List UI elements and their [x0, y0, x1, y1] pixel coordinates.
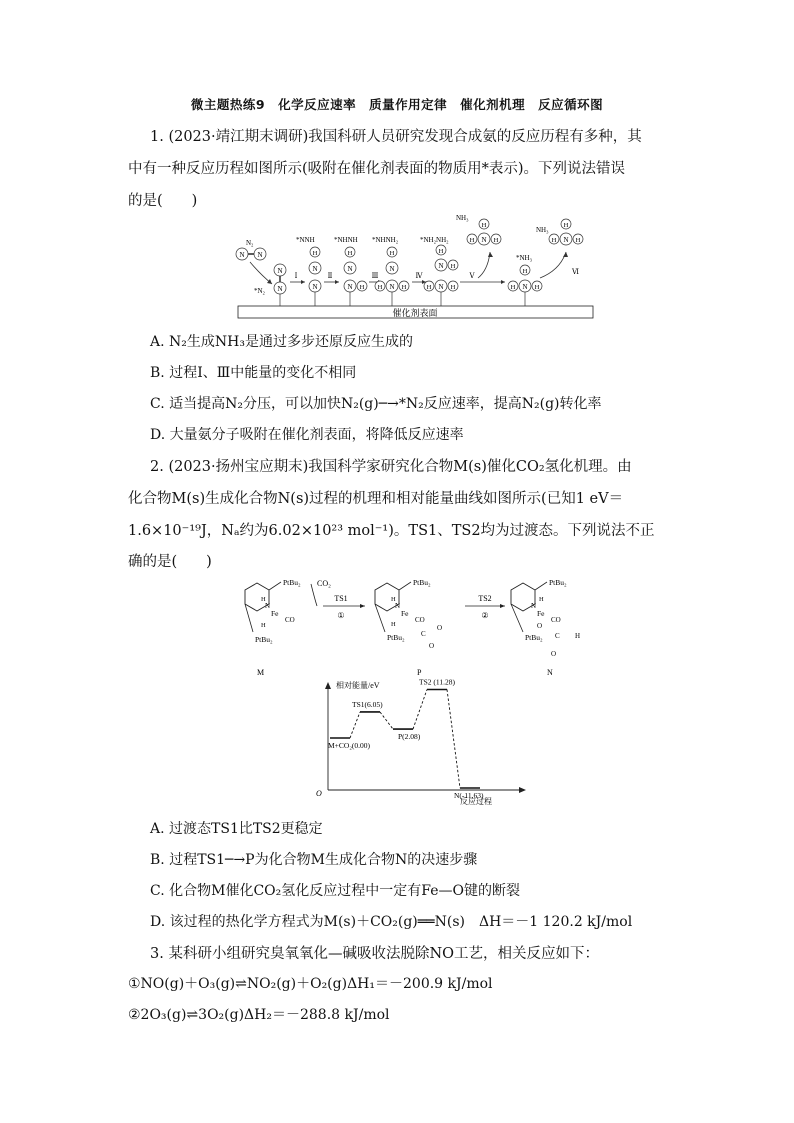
svg-text:N: N	[312, 265, 318, 273]
svg-text:N: N	[438, 262, 444, 270]
q2-stem-line4: 确的是( )	[128, 554, 212, 570]
svg-text:H: H	[426, 284, 432, 291]
svg-text:①: ①	[337, 611, 345, 620]
energy-connector	[447, 689, 460, 788]
energy-level-label: TS1(6.05)	[352, 699, 383, 709]
svg-text:Fe: Fe	[537, 609, 545, 618]
svg-text:H: H	[359, 284, 365, 291]
svg-text:O: O	[537, 622, 543, 630]
svg-text:H: H	[450, 284, 456, 291]
svg-text:PtBu₂: PtBu₂	[413, 578, 431, 587]
energy-connector	[413, 689, 427, 729]
svg-text:H: H	[469, 237, 475, 244]
svg-text:TS2: TS2	[478, 594, 492, 603]
svg-text:H: H	[389, 250, 395, 257]
label-m: M	[257, 668, 265, 677]
svg-text:N: N	[265, 602, 271, 610]
nh2nh2-label: *NH₂NH₂	[420, 236, 449, 244]
svg-text:O: O	[429, 642, 435, 650]
q1-option-b: B. 过程Ⅰ、Ⅲ中能量的变化不相同	[150, 365, 357, 381]
svg-text:PtBu₂: PtBu₂	[255, 635, 273, 644]
svg-text:H: H	[522, 268, 528, 275]
svg-text:C: C	[421, 630, 426, 638]
svg-text:CO: CO	[415, 616, 425, 624]
svg-text:H: H	[261, 596, 266, 603]
svg-text:N: N	[277, 285, 283, 293]
step-label: Ⅰ	[294, 272, 298, 280]
nh3-label-a: NH₃	[456, 214, 469, 222]
svg-text:H: H	[481, 222, 487, 229]
q3-equation-1: ①NO(g)＋O₃(g)⇌NO₂(g)＋O₂(g)ΔH₁＝－200.9 kJ/mol	[128, 976, 493, 992]
q2-option-c: C. 化合物M催化CO₂氢化反应过程中一定有Fe—O键的断裂	[150, 883, 520, 899]
n2-label: N₂	[246, 239, 254, 247]
nnh-label: *NNH	[296, 236, 315, 244]
svg-text:②: ②	[481, 611, 489, 620]
svg-text:N: N	[389, 283, 395, 291]
svg-text:N: N	[257, 251, 263, 259]
svg-text:H: H	[261, 622, 266, 629]
q2-stem-line1: 2. (2023·扬州宝应期末)我国科学家研究化合物M(s)催化CO₂氢化机理。由	[150, 459, 632, 475]
svg-text:H: H	[438, 248, 444, 255]
svg-text:H: H	[401, 284, 407, 291]
q1-option-c: C. 适当提高N₂分压，可以加快N₂(g)─→*N₂反应速率，提高N₂(g)转化率	[150, 396, 602, 412]
q2-option-d: D. 该过程的热化学方程式为M(s)＋CO₂(g)══N(s) ΔH＝－1 120.2 kJ/mol	[150, 914, 633, 930]
energy-connector	[380, 712, 393, 729]
svg-text:PtBu₂: PtBu₂	[283, 578, 301, 587]
star-nh3-label: *NH₃	[516, 254, 533, 262]
q1-stem-line2: 中有一种反应历程如图所示(吸附在催化剂表面的物质用*表示)。下列说法错误	[128, 161, 626, 177]
x-axis-label: 反应过程	[460, 797, 492, 806]
q2-mechanism-figure	[225, 570, 610, 680]
svg-text:N: N	[312, 283, 318, 291]
q1-stem-line3: 的是( )	[128, 193, 198, 209]
svg-text:H: H	[493, 237, 499, 244]
svg-text:N: N	[563, 236, 569, 244]
svg-text:H: H	[534, 284, 540, 291]
energy-level-label: N(-11.63)	[454, 791, 484, 801]
q2-option-b: B. 过程TS1─→P为化合物M生成化合物N的决速步骤	[150, 852, 478, 868]
energy-level-label: TS2 (11.28)	[419, 678, 455, 687]
svg-text:N: N	[239, 251, 245, 259]
svg-text:H: H	[510, 284, 516, 291]
energy-level-label: M+CO₂(0.00)	[328, 741, 371, 750]
page-title: 微主题热练9 化学反应速率 质量作用定律 催化剂机理 反应循环图	[190, 97, 604, 112]
label-p: P	[417, 668, 422, 677]
co2-reagent: CO₂	[317, 579, 331, 588]
svg-text:TS1: TS1	[334, 594, 348, 603]
svg-text:N: N	[481, 236, 487, 244]
label-n: N	[547, 668, 553, 677]
energy-connector	[350, 712, 360, 738]
svg-text:Ⅱ: Ⅱ	[327, 272, 333, 280]
svg-text:H: H	[391, 596, 396, 603]
svg-text:Fe: Fe	[271, 609, 279, 618]
y-axis-label: 相对能量/eV	[336, 681, 380, 690]
compound-p	[375, 578, 442, 677]
svg-text:O: O	[551, 650, 557, 658]
svg-text:PtBu₂: PtBu₂	[387, 633, 405, 642]
svg-text:H: H	[450, 263, 456, 270]
svg-text:PtBu₂: PtBu₂	[549, 578, 567, 587]
q1-option-d: D. 大量氨分子吸附在催化剂表面，将降低反应速率	[150, 427, 464, 443]
svg-text:H: H	[312, 250, 318, 257]
svg-text:CO: CO	[285, 616, 295, 624]
svg-text:N: N	[522, 283, 528, 291]
nhnh-label: *NHNH	[334, 236, 358, 244]
svg-text:O: O	[437, 624, 443, 632]
svg-text:H: H	[575, 632, 581, 640]
svg-text:N: N	[389, 265, 395, 273]
svg-text:N: N	[395, 602, 401, 610]
svg-text:N: N	[277, 267, 283, 275]
svg-text:Ⅵ: Ⅵ	[572, 268, 580, 276]
q2-stem-line3: 1.6×10⁻¹⁹J，Nₐ约为6.02×10²³ mol⁻¹)。TS1、TS2均为过渡态。下列说法不正	[128, 523, 655, 539]
svg-text:H: H	[391, 621, 396, 628]
svg-text:H: H	[563, 222, 569, 229]
compound-n	[511, 578, 580, 677]
svg-text:N: N	[347, 283, 353, 291]
svg-text:Ⅲ: Ⅲ	[371, 272, 379, 280]
q2-option-a: A. 过渡态TS1比TS2更稳定	[150, 821, 323, 837]
energy-level-label: P(2.08)	[398, 732, 421, 742]
svg-text:Ⅴ: Ⅴ	[469, 272, 475, 280]
surface-label: 催化剂表面	[392, 308, 438, 318]
svg-text:H: H	[347, 250, 353, 257]
svg-text:H: H	[575, 237, 581, 244]
q1-stem-line1: 1. (2023·靖江期末调研)我国科研人员研究发现合成氨的反应历程有多种，其	[150, 129, 642, 145]
q1-reaction-figure	[220, 212, 600, 324]
svg-text:H: H	[539, 596, 544, 603]
svg-text:CO: CO	[551, 616, 561, 624]
nhnh2-label: *NHNH₂	[372, 236, 399, 244]
svg-text:N: N	[438, 283, 444, 291]
svg-text:C: C	[555, 632, 560, 640]
origin-label: O	[316, 789, 322, 798]
q3-stem: 3. 某科研小组研究臭氧氧化—碱吸收法脱除NO工艺，相关反应如下：	[150, 946, 600, 962]
q1-option-a: A. N₂生成NH₃是通过多步还原反应生成的	[150, 334, 413, 350]
svg-text:N: N	[531, 602, 537, 610]
nh3-label-b: NH₃	[536, 226, 549, 234]
svg-text:H: H	[377, 284, 383, 291]
svg-text:Ⅳ: Ⅳ	[415, 272, 423, 280]
q2-stem-line2: 化合物M(s)生成化合物N(s)过程的机理和相对能量曲线如图所示(已知1 eV＝	[128, 491, 624, 507]
compound-m	[245, 578, 301, 677]
svg-text:Fe: Fe	[401, 609, 409, 618]
svg-text:PtBu₂: PtBu₂	[525, 633, 543, 642]
energy-profile-chart	[300, 678, 530, 808]
q3-equation-2: ②2O₃(g)⇌3O₂(g)ΔH₂＝－288.8 kJ/mol	[128, 1007, 390, 1023]
star-n2-label: *N₂	[254, 287, 265, 295]
svg-text:N: N	[347, 265, 353, 273]
svg-text:H: H	[551, 237, 557, 244]
